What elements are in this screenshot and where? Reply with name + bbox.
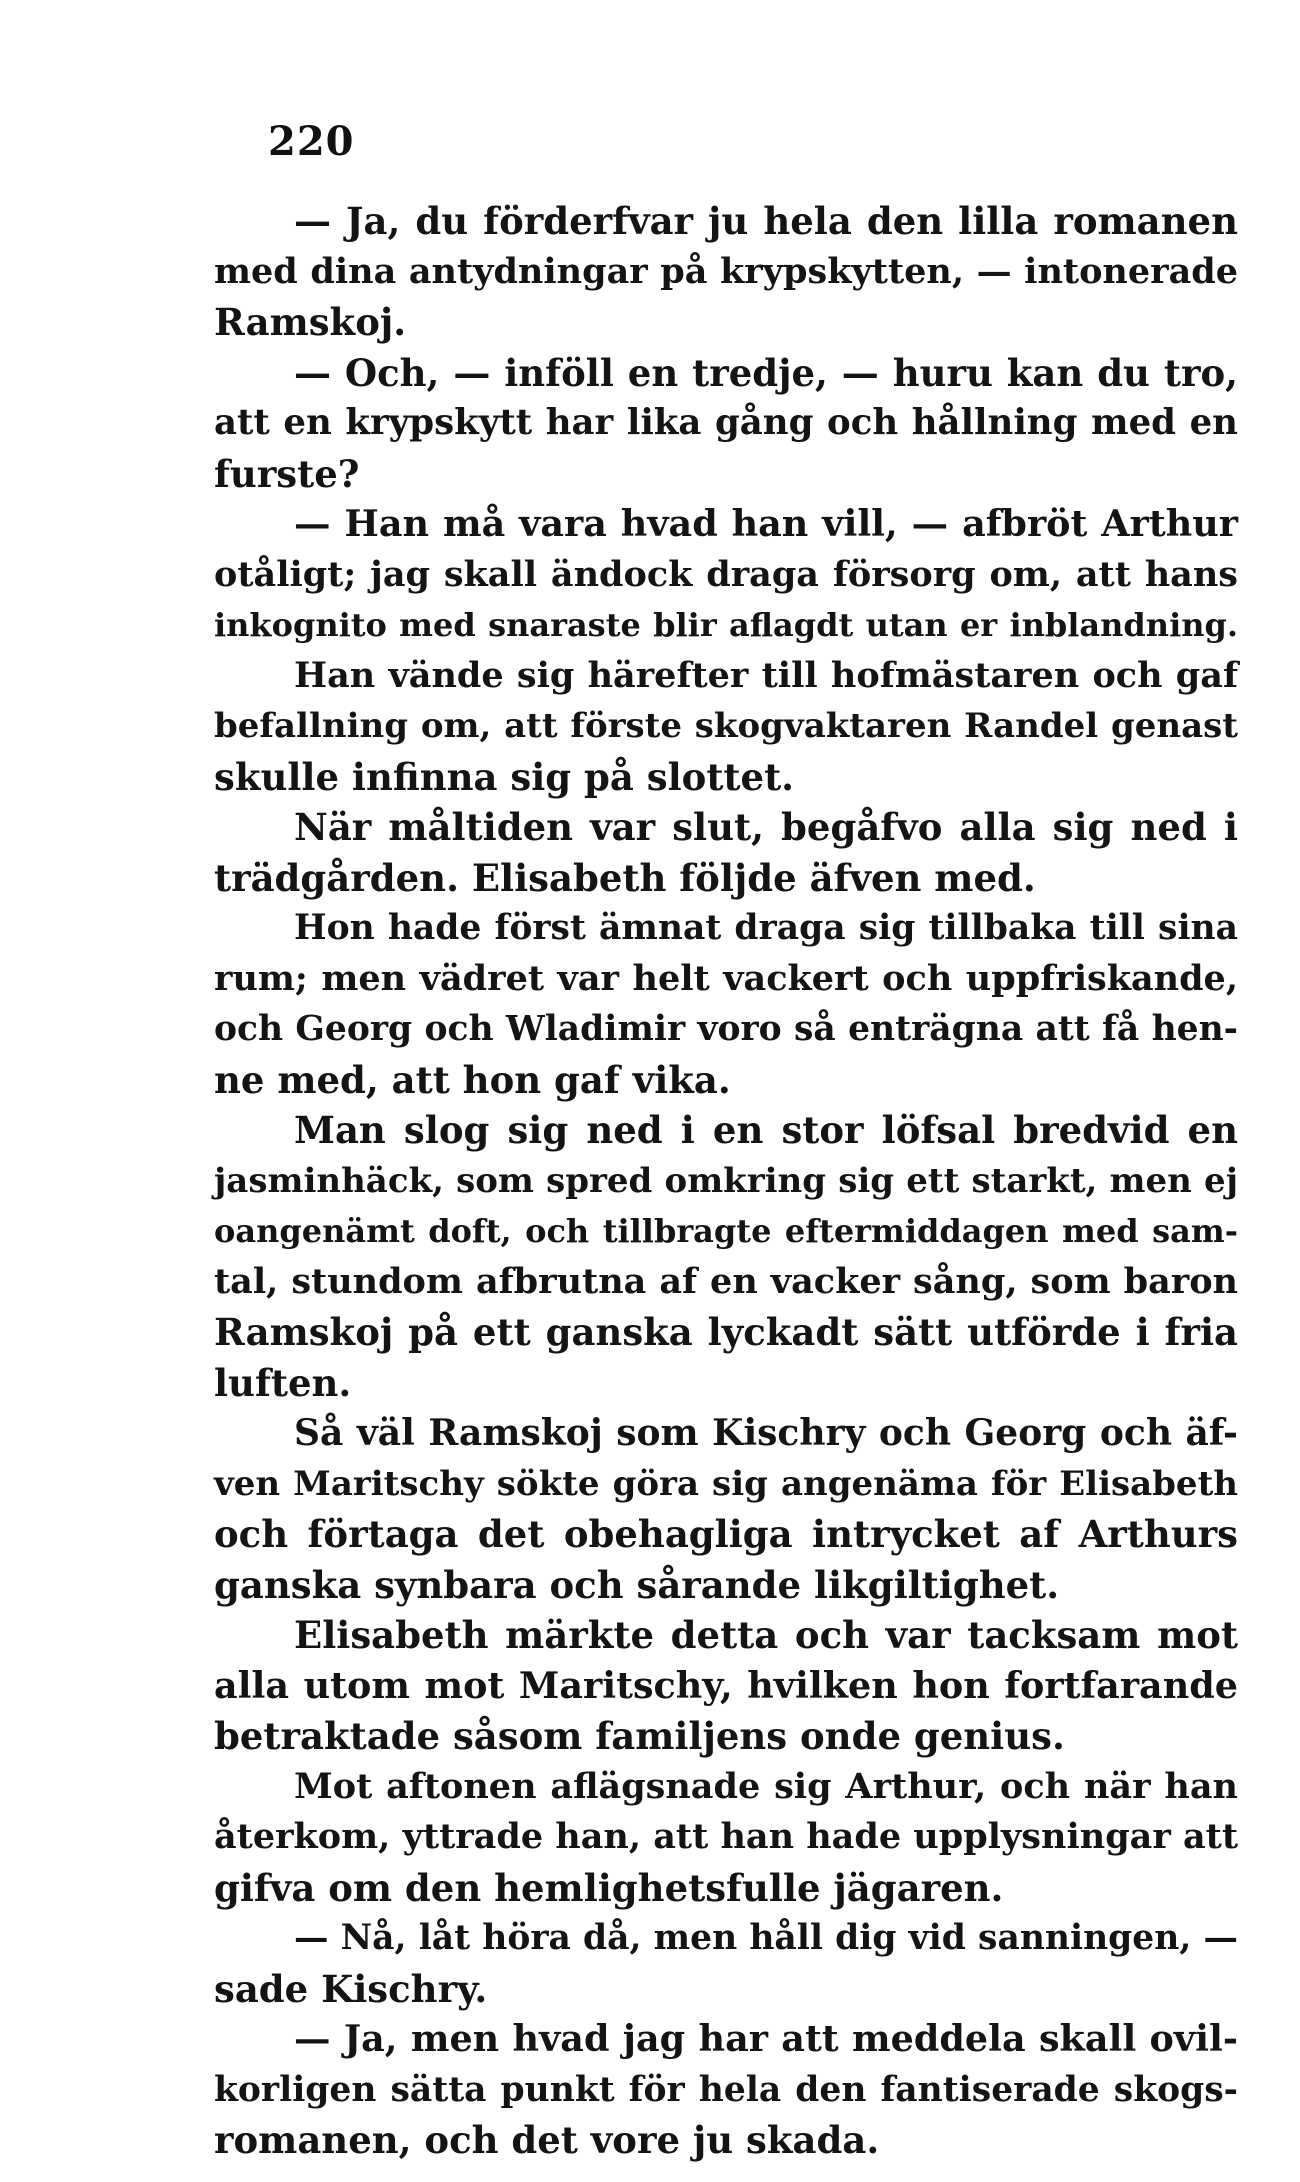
text-line: och förtaga det obehagliga intrycket af Arthurs [214, 1512, 1238, 1556]
text-line: Ramskoj på ett ganska lyckadt sätt utförde i fria [214, 1310, 1238, 1354]
text-line: otåligt; jag skall ändock draga försorg om, att hans [214, 553, 1238, 595]
text-line: — Ja, men hvad jag har att meddela skall ovil- [294, 2017, 1238, 2060]
text-line: gifva om den hemlighetsfulle jägaren. [214, 1865, 1004, 1910]
text-line: inkognito med snaraste blir aflagdt utan er inblandning. [214, 606, 1238, 644]
text-line: Mot aftonen aflägsnade sig Arthur, och när han [294, 1765, 1238, 1807]
text-line: ne med, att hon gaf vika. [214, 1057, 731, 1102]
text-line: sade Kischry. [214, 1966, 488, 2011]
text-line: oangenämt doft, och tillbragte eftermiddagen med sam- [214, 1212, 1238, 1250]
text-line: Han vände sig härefter till hofmästaren och gaf [294, 654, 1238, 696]
text-line: Ramskoj. [214, 300, 407, 344]
page-number: 220 [268, 118, 355, 165]
text-line: tal, stundom afbrutna af en vacker sång, som baron [214, 1260, 1238, 1302]
text-line: befallning om, att förste skogvaktaren Randel genast [214, 706, 1238, 746]
body-text [214, 196, 1238, 2166]
text-line: — Nå, låt höra då, men håll dig vid sanningen, — [294, 1918, 1238, 1958]
text-line: — Och, — inföll en tredje, — huru kan du tro, [294, 350, 1238, 395]
text-line: Elisabeth märkte detta och var tacksam mot [294, 1613, 1238, 1657]
text-line: och Georg och Wladimir voro så enträgna att få hen- [214, 1009, 1238, 1049]
text-line: betraktade såsom familjens onde genius. [214, 1714, 1065, 1758]
text-line: med dina antydningar på krypskytten, — intonerade [214, 250, 1238, 292]
text-line: romanen, och det vore ju skada. [214, 2118, 880, 2162]
text-line: Hon hade först ämnat draga sig tillbaka till sina [294, 908, 1238, 948]
text-line: Så väl Ramskoj som Kischry och Georg och äf- [294, 1412, 1238, 1454]
text-line: skulle infinna sig på slottet. [214, 754, 795, 799]
text-line: jasminhäck, som spred omkring sig ett starkt, men ej [214, 1160, 1238, 1201]
text-line: korligen sätta punkt för hela den fantiserade skogs- [214, 2069, 1238, 2110]
text-line: Man slog sig ned i en stor löfsal bredvid en [294, 1108, 1238, 1152]
text-line: — Ja, du förderfvar ju hela den lilla romanen [294, 199, 1238, 243]
text-line: furste? [214, 451, 360, 496]
text-line: När måltiden var slut, begåfvo alla sig ned i [294, 805, 1238, 849]
text-line: återkom, yttrade han, att han hade upplysningar att [214, 1816, 1238, 1857]
text-line: ganska synbara och sårande likgiltighet. [214, 1562, 1060, 1607]
text-line: att en krypskytt har lika gång och hållning med en [214, 402, 1238, 443]
text-line: rum; men vädret var helt vackert och uppfriskande, [214, 957, 1238, 999]
text-line: trädgården. Elisabeth följde äfven med. [214, 855, 1036, 900]
text-line: — Han må vara hvad han vill, — afbröt Arthur [294, 502, 1238, 545]
text-line: luften. [214, 1360, 352, 1405]
text-line: alla utom mot Maritschy, hvilken hon fortfarande [214, 1663, 1238, 1707]
text-line: ven Maritschy sökte göra sig angenäma för Elisabeth [214, 1463, 1238, 1504]
